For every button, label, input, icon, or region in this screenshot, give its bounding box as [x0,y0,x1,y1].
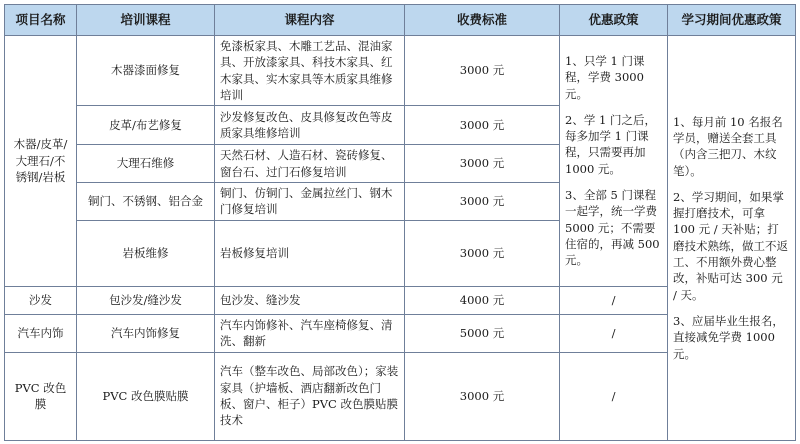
content-cell: 沙发修复改色、皮具修复改色等皮质家具维修培训 [215,106,405,145]
fee-cell: 5000 元 [405,314,560,352]
fee-cell: 3000 元 [405,352,560,440]
fee-cell: 3000 元 [405,36,560,106]
study-policy-cell [668,36,796,441]
study-policy-item: 3、应届毕业生报名，直接减免学费 1000 元。 [673,314,784,361]
study-policy-item: 1、每月前 10 名报名学员，赠送全套工具（内含三把刀、木纹笔）。 [673,114,783,178]
project-cell: 汽车内饰 [5,314,77,352]
header-study-policy: 学习期间优惠政策 [668,5,796,36]
project-cell: 沙发 [5,286,77,314]
course-cell: 岩板维修 [77,220,215,286]
course-cell: 大理石维修 [77,145,215,183]
discount-empty-cell: / [560,286,668,314]
content-cell: 汽车内饰修补、汽车座椅修复、清洗、翻新 [215,314,405,352]
discount-policy-cell [560,36,668,287]
discount-item: 2、学 1 门之后，每多加学 1 门课程，只需要再加 1000 元。 [565,112,656,176]
study-policy-item: 2、学习期间，如果掌握打磨技术，可拿 100 元 / 天补贴；打磨技术熟练，做工不返工、不用额外费心整改，补贴可达 300 元 / 天。 [673,189,788,302]
header-fee: 收费标准 [405,5,560,36]
project-cell: PVC 改色膜 [5,352,77,440]
course-cell: PVC 改色膜贴膜 [77,352,215,440]
content-cell: 汽车（整车改色、局部改色）；家装家具（护墙板、酒店翻新改色门板、窗户、柜子）PVC 改色膜贴膜技术 [215,352,405,440]
project-cell: 木器/皮革/大理石/不锈钢/岩板 [5,36,77,287]
content-cell: 岩板修复培训 [215,220,405,286]
fee-cell: 3000 元 [405,182,560,220]
course-cell: 包沙发/缝沙发 [77,286,215,314]
fee-cell: 3000 元 [405,145,560,183]
fee-cell: 3000 元 [405,220,560,286]
content-cell: 包沙发、缝沙发 [215,286,405,314]
discount-empty-cell: / [560,314,668,352]
header-discount: 优惠政策 [560,5,668,36]
fee-cell: 4000 元 [405,286,560,314]
course-cell: 汽车内饰修复 [77,314,215,352]
course-cell: 木器漆面修复 [77,36,215,106]
header-project: 项目名称 [5,5,77,36]
table-row [5,36,796,106]
discount-item: 3、全部 5 门课程一起学，统一学费 5000 元；不需要住宿的，再减 500 元。 [565,188,660,268]
content-cell: 免漆板家具、木雕工艺品、混油家具、开放漆家具、科技木家具、红木家具、实木家具等木质家具维修培训 [215,36,405,106]
discount-empty-cell: / [560,352,668,440]
header-content: 课程内容 [215,5,405,36]
header-course: 培训课程 [77,5,215,36]
fee-cell: 3000 元 [405,106,560,145]
discount-item: 1、只学 1 门课程，学费 3000 元。 [565,53,645,101]
content-cell: 铜门、仿铜门、金属拉丝门、钢木门修复培训 [215,182,405,220]
content-cell: 天然石材、人造石材、瓷砖修复、窗台石、过门石修复培训 [215,145,405,183]
fee-table [4,4,796,441]
header-row [5,5,796,36]
course-cell: 铜门、不锈钢、铝合金 [77,182,215,220]
course-cell: 皮革/布艺修复 [77,106,215,145]
